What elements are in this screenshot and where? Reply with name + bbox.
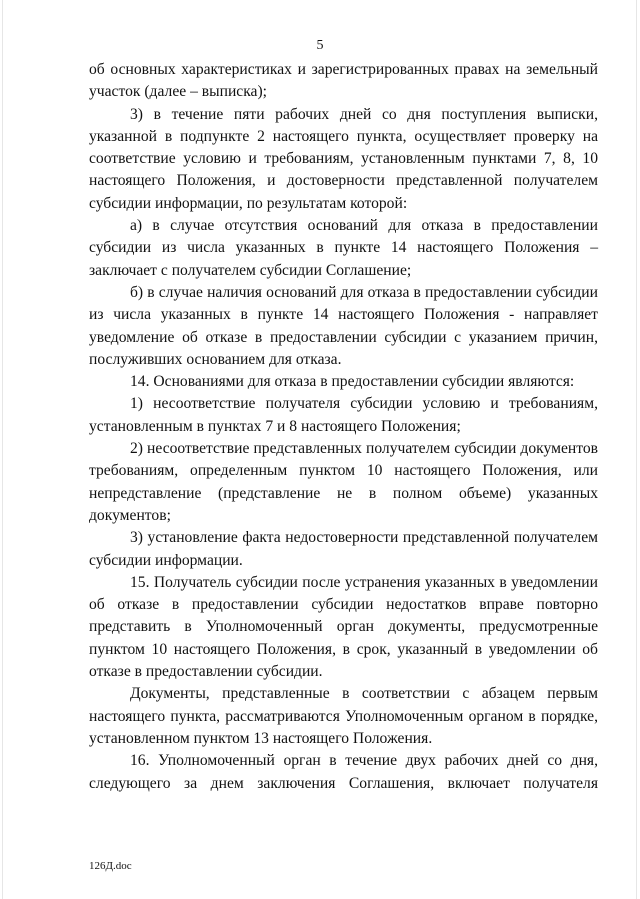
paragraph-subitem-a: а) в случае отсутствия оснований для отказа в предоставлении субсидии из числа указанных в пункте 14 настоящего Положения – заключает с получателем субсидии Соглашение; (89, 217, 598, 279)
paragraph-16: 16. Уполномоченный орган в течение двух рабочих дней со дня, следующего за днем заключения Соглашения, включает получателя (89, 752, 598, 792)
scan-edge-right (636, 0, 637, 899)
paragraph-item-3: 3) в течение пяти рабочих дней со дня поступления выписки, указанной в подпункте 2 настоящего пункта, осуществляет проверку на соответствие условию и требованиям, установленным пунктами 7, 8, 10 настоящего Положения, и достоверности представленной получателем субсидии информации, по результатам которой: (89, 105, 598, 212)
paragraph-14-item-1: 1) несоответствие получателя субсидии условию и требованиям, установленным в пунктах 7 и 8 настоящего Положения; (89, 395, 598, 435)
paragraph-14-item-3: 3) установление факта недостоверности представленной получателем субсидии информации. (89, 529, 598, 569)
paragraph-15-documents: Документы, представленные в соответствии с абзацем первым настоящего пункта, рассматриваются Уполномоченным органом в порядке, установленном пунктом 13 настоящего Положения. (89, 685, 598, 747)
paragraph-14-item-2: 2) несоответствие представленных получателем субсидии документов требованиям, определенным пунктом 10 настоящего Положения, или непредставление (представление не в полном объеме) указанных документов; (89, 440, 598, 524)
paragraph-14: 14. Основаниями для отказа в предоставлении субсидии являются: (130, 373, 575, 391)
paragraph-continuation: об основных характеристиках и зарегистрированных правах на земельный участок (далее – выписка); (89, 61, 598, 101)
paragraph-subitem-b: б) в случае наличия оснований для отказа в предоставлении субсидии из числа указанных в пункте 14 настоящего Положения - направляет уведомление об отказе в предоставлении субсидии с указанием причин, послуживших основанием для отказа. (89, 283, 598, 368)
page-number: 5 (316, 38, 324, 53)
document-body (89, 59, 598, 795)
footer-filename: 126Д.doc (89, 860, 132, 872)
scan-edge-left (2, 0, 3, 899)
paragraph-15: 15. Получатель субсидии после устранения указанных в уведомлении об отказе в предоставлении субсидии недостатков вправе повторно представить в Уполномоченный орган документы, предусмотренные пунктом 10 настоящего Положения, в срок, указанный в уведомлении об отказе в предоставлении субсидии. (89, 573, 598, 681)
